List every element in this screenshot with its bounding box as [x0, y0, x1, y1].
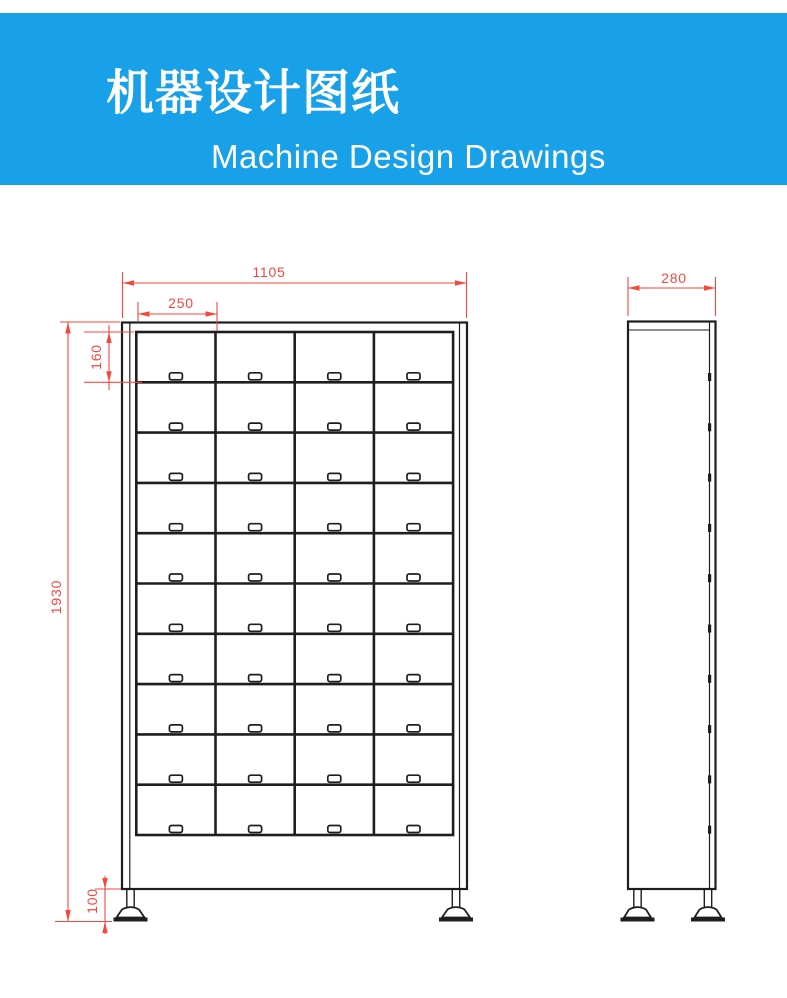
locker-handle: [169, 826, 182, 833]
hinge-mark: [708, 775, 711, 783]
locker-handle: [407, 473, 420, 480]
locker-handle: [407, 624, 420, 631]
arrowhead: [628, 285, 640, 290]
locker-handle: [328, 725, 341, 732]
locker-handle: [407, 675, 420, 682]
hinge-mark: [708, 373, 711, 381]
dimension-label-compartment-height: 160: [88, 344, 104, 370]
hinge-mark: [708, 675, 711, 683]
arrowhead: [106, 332, 111, 343]
banner-title-english: Machine Design Drawings: [211, 138, 606, 175]
arrowhead: [123, 280, 135, 285]
hinge-mark: [708, 826, 711, 834]
locker-handle: [328, 624, 341, 631]
locker-handle: [249, 624, 262, 631]
locker-handle: [249, 775, 262, 782]
arrowhead: [102, 878, 107, 889]
arrowhead: [65, 322, 70, 334]
dimension-label-compartment-width: 250: [168, 295, 194, 311]
dimension-foot-height: [84, 876, 121, 934]
locker-handle: [169, 725, 182, 732]
locker-handle: [249, 675, 262, 682]
locker-handle: [328, 373, 341, 380]
dimension-label-depth: 280: [661, 270, 687, 286]
locker-handle: [407, 524, 420, 531]
side-outline: [628, 322, 716, 890]
arrowhead: [65, 910, 70, 922]
locker-handle: [249, 423, 262, 430]
locker-handle: [407, 574, 420, 581]
side-left-foot: [624, 907, 651, 917]
locker-handle: [169, 775, 182, 782]
locker-handle: [328, 574, 341, 581]
locker-handle: [169, 373, 182, 380]
arrowhead: [138, 311, 150, 316]
dimension-label-overall-width: 1105: [252, 264, 286, 280]
locker-handle: [328, 675, 341, 682]
front-right-foot: [442, 907, 470, 917]
locker-handle: [249, 574, 262, 581]
locker-handle: [407, 373, 420, 380]
dimension-label-overall-height: 1930: [48, 579, 64, 615]
locker-handle: [328, 826, 341, 833]
locker-handle: [328, 423, 341, 430]
arrowhead: [106, 371, 111, 382]
front-left-foot: [117, 907, 145, 917]
hinge-mark: [708, 625, 711, 633]
locker-handle: [169, 675, 182, 682]
page-banner: [0, 13, 787, 185]
locker-handle: [328, 775, 341, 782]
arrowhead: [102, 922, 107, 934]
locker-handle: [249, 473, 262, 480]
locker-handle: [169, 473, 182, 480]
locker-handle: [169, 624, 182, 631]
hinge-mark: [708, 474, 711, 482]
hinge-mark: [708, 524, 711, 532]
locker-handle: [328, 524, 341, 531]
locker-handle: [407, 775, 420, 782]
dimension-overall-height: [48, 322, 120, 922]
banner-title-chinese: 机器设计图纸: [106, 67, 401, 120]
locker-handle: [169, 524, 182, 531]
arrowhead: [206, 311, 218, 316]
locker-handle: [249, 373, 262, 380]
front-legs-and-feet: [114, 889, 474, 920]
locker-handle: [169, 574, 182, 581]
locker-handle: [407, 826, 420, 833]
side-right-foot: [695, 907, 722, 917]
locker-handle: [249, 725, 262, 732]
locker-handle: [249, 826, 262, 833]
locker-handle: [249, 524, 262, 531]
hinge-mark: [708, 574, 711, 582]
dimension-label-foot-height: 100: [84, 888, 100, 914]
arrowhead: [455, 280, 467, 285]
arrowhead: [704, 285, 716, 290]
dimension-depth: [628, 270, 716, 316]
hinge-mark: [708, 725, 711, 733]
locker-handle: [328, 473, 341, 480]
hinge-mark: [708, 423, 711, 431]
locker-handle: [407, 423, 420, 430]
locker-handle: [407, 725, 420, 732]
side-view: [621, 322, 726, 920]
front-view: [114, 323, 474, 920]
locker-handle: [169, 423, 182, 430]
side-legs-and-feet: [621, 889, 726, 920]
